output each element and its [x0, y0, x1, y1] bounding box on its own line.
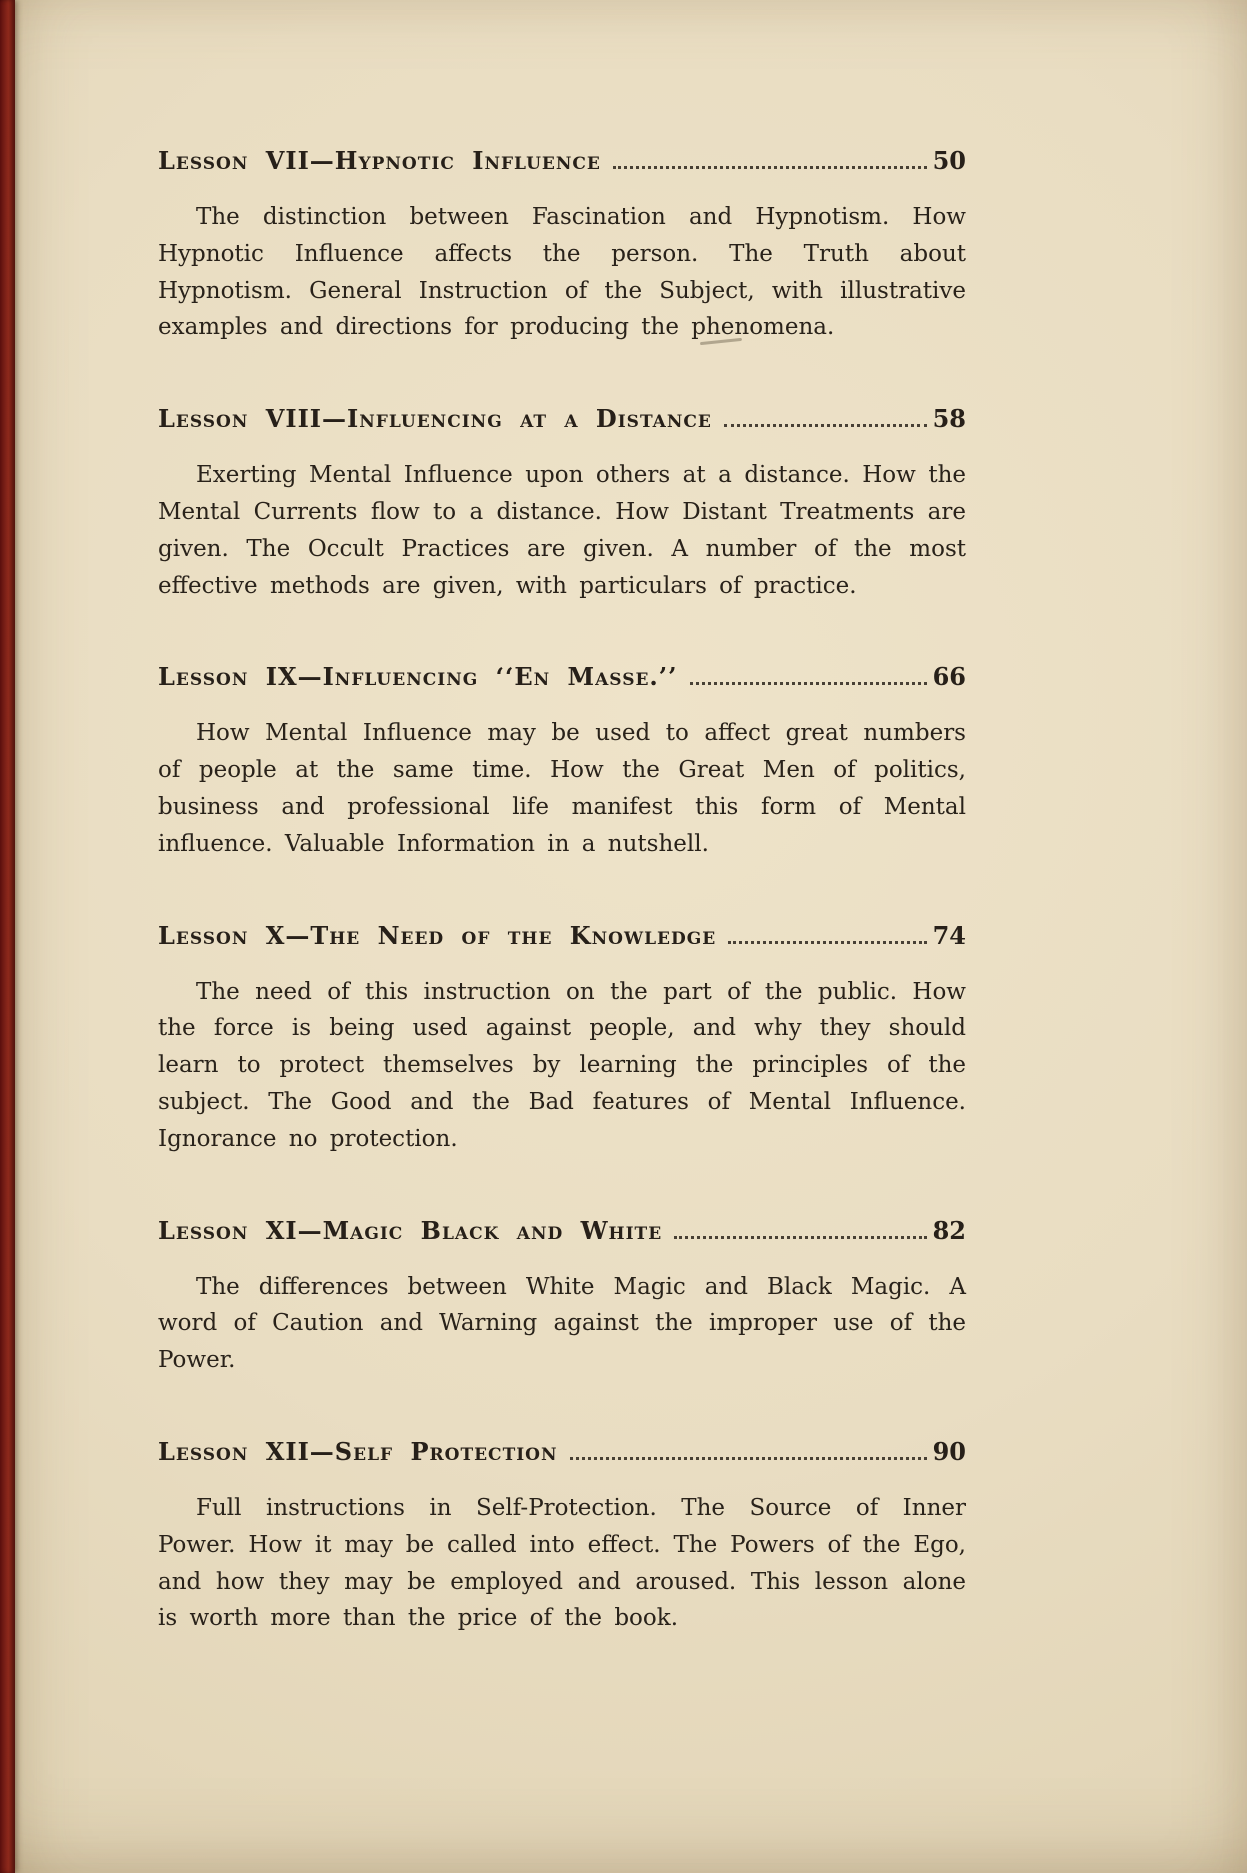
lesson-description: The distinction between Fascination and Hypnotism. How Hypnotic Influence affects the person. The Truth about Hypnotism. General Instruction of the Subject, with illustrative examples and directions for producing the phenomena. [158, 204, 966, 341]
dot-leader [613, 166, 927, 169]
lesson-title: Lesson XII—Self Protection [158, 1436, 558, 1466]
table-of-contents [158, 146, 966, 1637]
lesson-description: The need of this instruction on the part of the public. How the force is being used against people, and why they should learn to protect themselves by learning the principles of the subject. The Good and the Bad features of Mental Influence. Ignorance no protection. [158, 978, 966, 1152]
page-number: 66 [932, 662, 966, 692]
dot-leader [570, 1457, 927, 1460]
dot-leader [690, 682, 927, 685]
toc-entry-heading [158, 662, 966, 691]
page-number: 58 [932, 404, 966, 434]
lesson-title: Lesson VIII—Influencing at a Distance [158, 404, 712, 434]
dot-leader [674, 1236, 926, 1239]
lesson-title: Lesson VII—Hypnotic Influence [158, 146, 601, 175]
lesson-description: How Mental Influence may be used to affect great numbers of people at the same time. How the Great Men of politics, business and professional life manifest this form of Mental influence. Valuable Information in a nutshell. [158, 720, 966, 857]
lesson-description: Full instructions in Self-Protection. The Source of Inner Power. How it may be called into effect. The Powers of the Ego, and how they may be employed and aroused. This lesson alone is worth more than the price of the book. [158, 1494, 966, 1632]
dot-leader [728, 941, 926, 944]
dot-leader [724, 424, 927, 427]
toc-entry-heading [158, 146, 966, 175]
toc-entry-heading [158, 404, 966, 433]
lesson-title: Lesson IX—Influencing ‘‘En Masse.’’ [158, 662, 678, 692]
lesson-description: Exerting Mental Influence upon others at a distance. How the Mental Currents flow to a distance. How Distant Treatments are given. The Occult Practices are given. A number of the most effective methods are given, with particulars of practice. [158, 462, 966, 599]
page-number: 82 [932, 1215, 966, 1245]
page-number: 50 [932, 146, 966, 175]
book-spine-edge [0, 0, 15, 1873]
toc-entry-heading [158, 921, 966, 950]
lesson-title: Lesson XI—Magic Black and White [158, 1215, 663, 1245]
toc-entry-heading [158, 1216, 966, 1245]
lesson-title: Lesson X—The Need of the Knowledge [158, 920, 717, 950]
lesson-description: The differences between White Magic and Black Magic. A word of Caution and Warning against the improper use of the Power. [158, 1273, 966, 1374]
toc-entry-heading [158, 1437, 966, 1466]
page-number: 90 [932, 1436, 966, 1466]
page-number: 74 [932, 920, 966, 950]
